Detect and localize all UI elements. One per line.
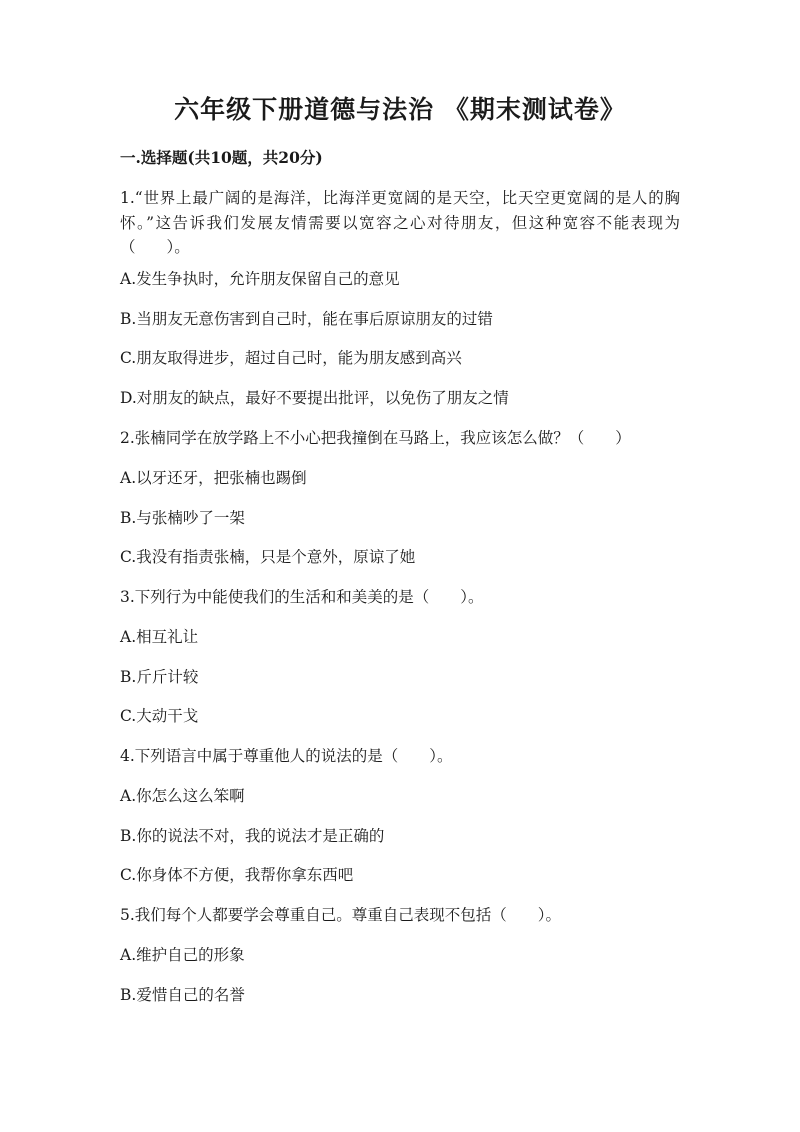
- question-3-option-c: C.大动干戈: [120, 707, 199, 725]
- question-4-option-c: C.你身体不方便，我帮你拿东西吧: [120, 866, 354, 884]
- question-3-option-a: A.相互礼让: [120, 628, 199, 646]
- question-5-option-b: B.爱惜自己的名誉: [120, 986, 245, 1004]
- question-2-option-a: A.以牙还牙，把张楠也踢倒: [120, 469, 307, 487]
- question-1-text: 1.“世界上最广阔的是海洋，比海洋更宽阔的是天空，比天空更宽阔的是人的胸怀。”这告诉我们发展友情需要以宽容之心对待朋友，但这种宽容不能表现为（ ）。: [120, 189, 680, 256]
- question-4-option-b: B.你的说法不对，我的说法才是正确的: [120, 827, 385, 845]
- question-5-option-a: A.维护自己的形象: [120, 946, 245, 964]
- question-1-option-b: B.当朋友无意伤害到自己时，能在事后原谅朋友的过错: [120, 310, 493, 328]
- question-3-option-b: B.斤斤计较: [120, 668, 199, 686]
- page-title: 六年级下册道德与法治 《期末测试卷》: [174, 95, 626, 124]
- question-1-option-a: A.发生争执时，允许朋友保留自己的意见: [120, 270, 400, 288]
- section-heading: 一.选择题(共10题，共20分): [120, 148, 323, 167]
- question-5-text: 5.我们每个人都要学会尊重自己。尊重自己表现不包括（ ）。: [120, 906, 562, 924]
- question-1-option-d: D.对朋友的缺点，最好不要提出批评，以免伤了朋友之情: [120, 389, 509, 407]
- question-3-text: 3.下列行为中能使我们的生活和和美美的是（ ）。: [120, 588, 484, 606]
- question-2-text: 2.张楠同学在放学路上不小心把我撞倒在马路上，我应该怎么做？（ ）: [120, 429, 631, 447]
- question-2-option-c: C.我没有指责张楠，只是个意外，原谅了她: [120, 548, 416, 566]
- question-4-text: 4.下列语言中属于尊重他人的说法的是（ ）。: [120, 747, 453, 765]
- question-4-option-a: A.你怎么这么笨啊: [120, 787, 245, 805]
- question-1-option-c: C.朋友取得进步，超过自己时，能为朋友感到高兴: [120, 349, 462, 367]
- question-2-option-b: B.与张楠吵了一架: [120, 509, 245, 527]
